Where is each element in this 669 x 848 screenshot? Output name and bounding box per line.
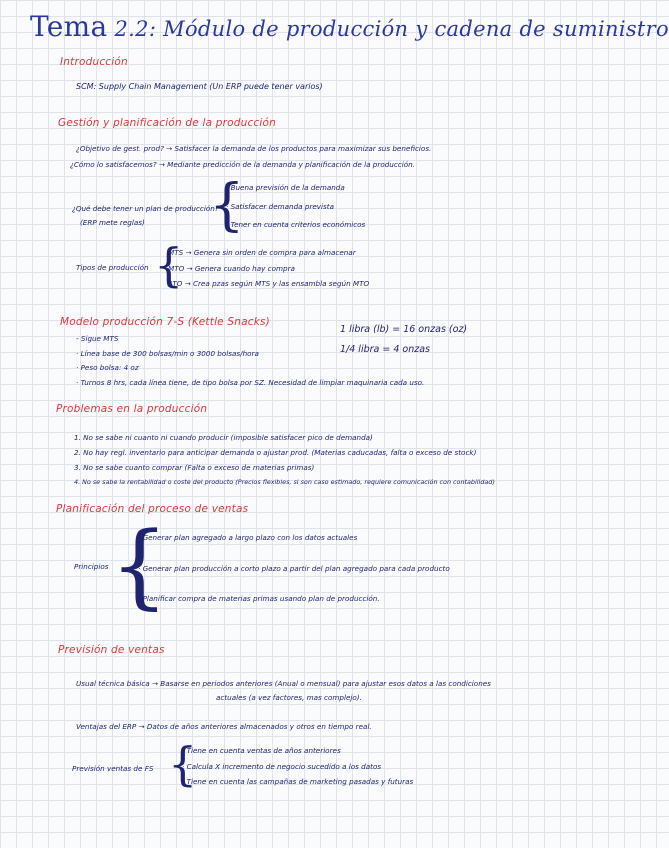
intro-heading: Introducción [60,56,128,68]
title-main: Tema [30,10,108,43]
page-title [30,10,669,43]
modelo-item: · Línea base de 300 bolsas/min o 3000 bolsas/hora [76,349,259,358]
plan-question: ¿Qué debe tener un plan de producción? [72,204,219,213]
problemas-heading: Problemas en la producción [56,403,208,415]
plan-item: · Buena previsión de la demanda [226,183,345,192]
problema-item: 3. No se sabe cuanto comprar (Falta o exceso de materias primas) [74,463,315,472]
modelo-item: · Peso bolsa: 4 oz [76,363,139,372]
planif-heading: Planificación del proceso de ventas [56,503,249,515]
prevision-ventajas: Ventajas del ERP → Datos de años anteriores almacenados y otros en tiempo real. [76,722,372,731]
planif-item: · Planificar compra de materias primas usando plan de producción. [138,594,380,603]
planif-label: Principios [74,562,109,571]
modelo-item: · Turnos 8 hrs, cada línea tiene, de tipo bolsa por SZ. Necesidad de limpiar maquinaria cada uso. [76,378,425,387]
prevision-label: Previsión ventas de FS [72,764,154,773]
problema-item: 1. No se sabe ni cuanto ni cuando producir (imposible satisfacer pico de demanda) [74,433,373,442]
prevision-heading: Previsión de ventas [58,644,165,656]
tipos-brace: { [154,238,184,292]
prevision-usual-cont: actuales (a vez factores, mas complejo). [216,693,362,702]
tipos-item: ATO → Crea pzas según MTS y las ensambla según MTO [168,279,370,288]
intro-scm: SCM: Supply Chain Management (Un ERP puede tener varios) [76,82,323,91]
tipos-item: MTS → Genera sin orden de compra para almacenar [168,248,356,257]
modelo-item: - Sigue MTS [76,334,119,343]
problema-item: 4. No se sabe la rentabilidad o coste del producto (Precios flexibles, si son caso estimado, requiere comunicación con contabilidad) [74,478,495,486]
title-rest: 2.2: Módulo de producción y cadena de suministro [114,17,669,41]
prevision-item: · Tiene en cuenta ventas de años anteriores [182,746,341,755]
conversion-lb: 1 libra (lb) = 16 onzas (oz) [340,324,468,335]
planif-item: · Generar plan agregado a largo plazo con los datos actuales [138,533,358,542]
prevision-usual: Usual técnica básica → Basarse en periodos anteriores (Anual o mensual) para ajustar esos datos a las condiciones [76,679,491,688]
plan-brace: { [209,173,245,238]
modelo-heading: Modelo producción 7-S (Kettle Snacks) [60,316,270,328]
tipos-label: Tipos de producción [76,263,149,272]
gestion-heading: Gestión y planificación de la producción [58,117,277,129]
prevision-item: · Calcula X incremento de negocio sucedido a los datos [182,762,382,771]
prevision-item: · Tiene en cuenta las campañas de marketing pasadas y futuras [182,777,414,786]
gestion-q2: ¿Cómo lo satisfacemos? → Mediante predicción de la demanda y planificación de la producción. [70,160,415,169]
plan-item: · Tener en cuenta criterios económicos [226,220,366,229]
planif-item: · Generar plan producción a corto plazo a partir del plan agregado para cada producto [138,564,450,573]
problema-item: 2. No hay regl. inventario para anticipar demanda o ajustar prod. (Materias caducadas, falta o exceso de stock) [74,448,477,457]
prevision-brace: { [168,737,198,791]
gestion-q1: ¿Objetivo de gest. prod? → Satisfacer la demanda de los productos para maximizar sus beneficios. [76,144,432,153]
plan-item: · Satisfacer demanda prevista [226,202,334,211]
tipos-item: MTO → Genera cuando hay compra [168,264,295,273]
plan-note: (ERP mete reglas) [80,218,145,227]
conversion-oz: 1/4 libra = 4 onzas [340,344,430,355]
planif-brace: { [110,512,169,619]
